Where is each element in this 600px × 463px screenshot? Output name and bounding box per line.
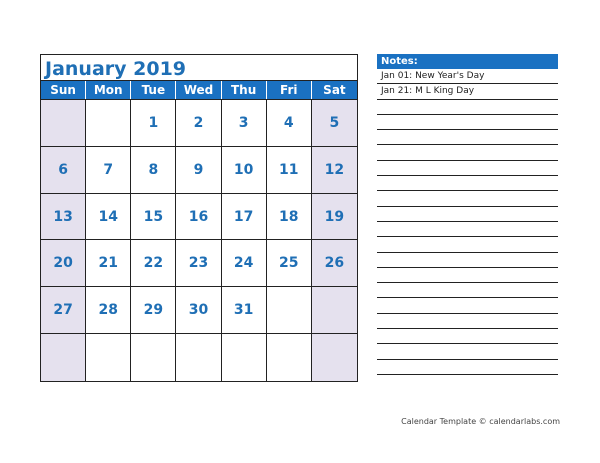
day-cell: 16 bbox=[176, 194, 221, 241]
note-line bbox=[377, 283, 558, 298]
day-cell bbox=[267, 334, 312, 381]
day-cell: 30 bbox=[176, 287, 221, 334]
note-line bbox=[377, 314, 558, 329]
day-cell: 7 bbox=[86, 147, 131, 194]
day-cell bbox=[131, 334, 176, 381]
day-cell: 12 bbox=[312, 147, 357, 194]
weekday-sun: Sun bbox=[41, 81, 86, 99]
weekday-header-row bbox=[41, 81, 357, 100]
day-cell: 23 bbox=[176, 240, 221, 287]
day-cell: 19 bbox=[312, 194, 357, 241]
day-grid bbox=[41, 100, 357, 381]
notes-lines bbox=[377, 69, 558, 375]
notes-header: Notes: bbox=[377, 54, 558, 69]
day-cell: 18 bbox=[267, 194, 312, 241]
note-line bbox=[377, 298, 558, 313]
day-cell: 3 bbox=[222, 100, 267, 147]
note-line bbox=[377, 329, 558, 344]
footer-credit: Calendar Template © calendarlabs.com bbox=[401, 417, 560, 426]
day-cell: 13 bbox=[41, 194, 86, 241]
day-cell: 21 bbox=[86, 240, 131, 287]
day-cell: 28 bbox=[86, 287, 131, 334]
day-cell: 10 bbox=[222, 147, 267, 194]
day-cell: 6 bbox=[41, 147, 86, 194]
day-cell: 17 bbox=[222, 194, 267, 241]
note-line bbox=[377, 344, 558, 359]
day-cell: 11 bbox=[267, 147, 312, 194]
note-line bbox=[377, 115, 558, 130]
day-cell bbox=[176, 334, 221, 381]
weekday-tue: Tue bbox=[131, 81, 176, 99]
day-cell: 1 bbox=[131, 100, 176, 147]
note-line bbox=[377, 130, 558, 145]
day-cell: 9 bbox=[176, 147, 221, 194]
weekday-fri: Fri bbox=[267, 81, 312, 99]
note-line bbox=[377, 222, 558, 237]
day-cell: 24 bbox=[222, 240, 267, 287]
note-line bbox=[377, 268, 558, 283]
day-cell: 14 bbox=[86, 194, 131, 241]
notes-panel bbox=[377, 54, 558, 375]
day-cell: 20 bbox=[41, 240, 86, 287]
note-line: Jan 01: New Year's Day bbox=[377, 69, 558, 84]
day-cell: 31 bbox=[222, 287, 267, 334]
day-cell bbox=[41, 334, 86, 381]
day-cell: 2 bbox=[176, 100, 221, 147]
day-cell: 5 bbox=[312, 100, 357, 147]
day-cell bbox=[312, 334, 357, 381]
weekday-wed: Wed bbox=[176, 81, 221, 99]
day-cell: 4 bbox=[267, 100, 312, 147]
note-line bbox=[377, 176, 558, 191]
day-cell bbox=[41, 100, 86, 147]
day-cell: 29 bbox=[131, 287, 176, 334]
day-cell bbox=[222, 334, 267, 381]
day-cell bbox=[86, 334, 131, 381]
day-cell: 26 bbox=[312, 240, 357, 287]
day-cell bbox=[86, 100, 131, 147]
note-line bbox=[377, 253, 558, 268]
day-cell: 22 bbox=[131, 240, 176, 287]
day-cell: 15 bbox=[131, 194, 176, 241]
note-line: Jan 21: M L King Day bbox=[377, 84, 558, 99]
note-line bbox=[377, 207, 558, 222]
note-line bbox=[377, 161, 558, 176]
note-line bbox=[377, 100, 558, 115]
month-title: January 2019 bbox=[41, 55, 357, 81]
day-cell: 25 bbox=[267, 240, 312, 287]
day-cell: 8 bbox=[131, 147, 176, 194]
day-cell bbox=[267, 287, 312, 334]
month-calendar bbox=[40, 54, 358, 382]
note-line bbox=[377, 191, 558, 206]
day-cell: 27 bbox=[41, 287, 86, 334]
weekday-sat: Sat bbox=[323, 83, 346, 97]
weekday-thu: Thu bbox=[222, 81, 267, 99]
note-line bbox=[377, 145, 558, 160]
note-line bbox=[377, 237, 558, 252]
day-cell bbox=[312, 287, 357, 334]
weekday-mon: Mon bbox=[86, 81, 131, 99]
note-line bbox=[377, 360, 558, 375]
